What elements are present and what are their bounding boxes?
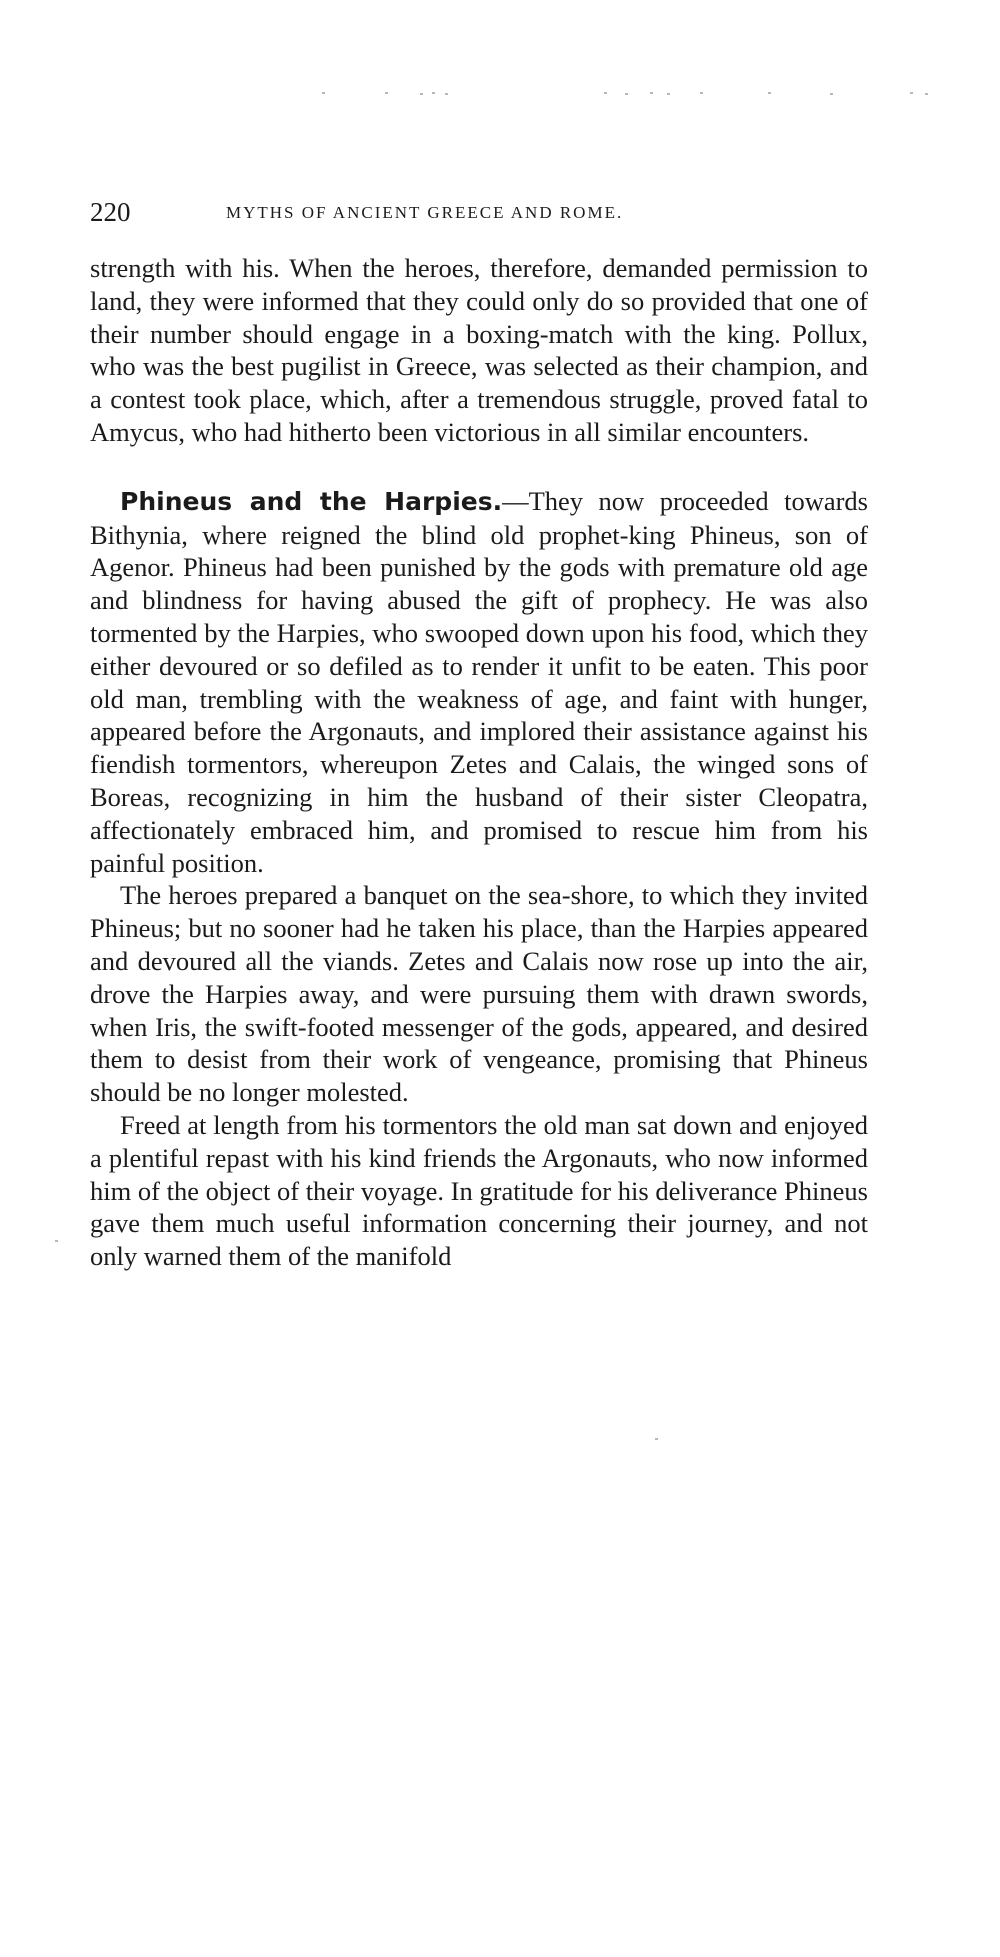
page-number: 220 xyxy=(90,197,131,227)
section-paragraph xyxy=(90,485,868,880)
paragraph-body: They now proceeded towards Bithynia, where reigned the blind old prophet-king Phineus, son of Agenor. Phineus had been punished by the gods with premature old age and blindness for having abused the gift of prophecy. He was also tormented by the Harpies, who swooped down upon his food, which they either devoured or so defiled as to render it unfit to be eaten. This poor old man, trembling with the weakness of age, and faint with hunger, appeared before the Argonauts, and implored their assistance against his fiendish tormentors, whereupon Zetes and Calais, the winged sons of Boreas, recognizing in him the husband of their sister Cleopatra, affectionately embraced him, and promised to rescue him from his painful position. xyxy=(90,485,868,878)
paragraph: The heroes prepared a banquet on the sea-shore, to which they invited Phineus; but no sooner had he taken his place, than the Harpies appeared and devoured all the viands. Zetes and Calais now rose up into the air, drove the Harpies away, and were pursuing them with drawn swords, when Iris, the swift-footed messenger of the gods, appeared, and desired them to desist from their work of vengeance, promising that Phineus should be no longer molested. xyxy=(90,880,868,1108)
section-dash: — xyxy=(502,485,529,516)
paragraph: Freed at length from his tormentors the old man sat down and enjoyed a plentiful repast with his kind friends the Argonauts, who now informed him of the object of their voyage. In gratitude for his deliverance Phineus gave them much useful information concerning their journey, and not only warned them of the manifold xyxy=(90,1109,868,1272)
body-text xyxy=(90,252,868,1273)
running-head xyxy=(90,196,870,228)
section-heading: Phineus and the Harpies. xyxy=(120,486,503,516)
running-title: MYTHS OF ANCIENT GREECE AND ROME. xyxy=(226,203,624,222)
paragraph: strength with his. When the heroes, therefore, demanded permission to land, they were informed that they could only do so provided that one of their number should engage in a boxing-match with the king. Pollux, who was the best pugilist in Greece, was selected as their champion, and a contest took place, which, after a tremendous struggle, proved fatal to Amycus, who had hitherto been victorious in all similar encounters. xyxy=(90,253,868,447)
